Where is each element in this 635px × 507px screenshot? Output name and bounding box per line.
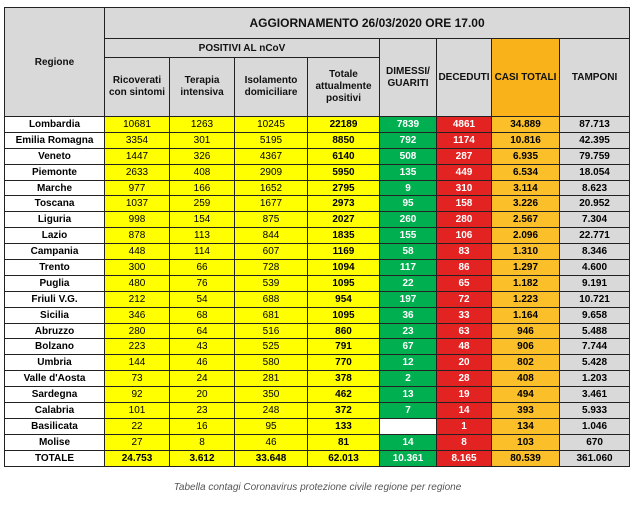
table-row: [5, 180, 630, 196]
cell-ricoverati: 144: [105, 355, 170, 371]
cell-casi-totali: 802: [492, 355, 560, 371]
cell-totale-positivi: 462: [308, 387, 380, 403]
cell-isolamento: 688: [235, 291, 308, 307]
cell-isolamento: 1652: [235, 180, 308, 196]
cell-regione: Sardegna: [5, 387, 105, 403]
cell-totale-positivi: 372: [308, 403, 380, 419]
cell-regione: Trento: [5, 260, 105, 276]
table-row: [5, 387, 630, 403]
header-deceduti: DECEDUTI: [437, 39, 492, 117]
cell-dimessi: [380, 418, 437, 434]
table-row: [5, 132, 630, 148]
cell-tamponi: 9.658: [560, 307, 630, 323]
table-row: [5, 323, 630, 339]
table-caption: Tabella contagi Coronavirus protezione civile regione per regione: [173, 482, 462, 493]
cell-terapia: 1263: [170, 117, 235, 133]
cell-regione: Piemonte: [5, 164, 105, 180]
cell-tamponi: 670: [560, 434, 630, 450]
header-tamponi: TAMPONI: [560, 39, 630, 117]
cell-ricoverati: 878: [105, 228, 170, 244]
cell-ricoverati: 977: [105, 180, 170, 196]
cell-ricoverati: 280: [105, 323, 170, 339]
cell-regione: Liguria: [5, 212, 105, 228]
cell-regione: Marche: [5, 180, 105, 196]
cell-ricoverati: 10681: [105, 117, 170, 133]
table-row: [5, 164, 630, 180]
cell-totale-positivi: 2973: [308, 196, 380, 212]
cell-totale-positivi: 133: [308, 418, 380, 434]
cell-tamponi: 5.488: [560, 323, 630, 339]
cell-totale-positivi: 81: [308, 434, 380, 450]
cell-isolamento: 844: [235, 228, 308, 244]
cell-regione: Calabria: [5, 403, 105, 419]
header-casi-totali: CASI TOTALI: [492, 39, 560, 117]
cell-tamponi: 42.395: [560, 132, 630, 148]
cell-regione: Valle d'Aosta: [5, 371, 105, 387]
cell-ricoverati: 212: [105, 291, 170, 307]
cell-terapia: 66: [170, 260, 235, 276]
cell-ricoverati: 300: [105, 260, 170, 276]
cell-regione: Bolzano: [5, 339, 105, 355]
cell-dimessi: 10.361: [380, 450, 437, 466]
cell-casi-totali: 1.310: [492, 244, 560, 260]
cell-tamponi: 5.933: [560, 403, 630, 419]
cell-terapia: 64: [170, 323, 235, 339]
cell-isolamento: 681: [235, 307, 308, 323]
cell-tamponi: 4.600: [560, 260, 630, 276]
table-body: [5, 117, 630, 467]
cell-regione: Molise: [5, 434, 105, 450]
table-row: [5, 275, 630, 291]
cell-terapia: 20: [170, 387, 235, 403]
cell-isolamento: 33.648: [235, 450, 308, 466]
cell-ricoverati: 1037: [105, 196, 170, 212]
cell-totale-positivi: 2027: [308, 212, 380, 228]
table-row: [5, 434, 630, 450]
cell-isolamento: 1677: [235, 196, 308, 212]
cell-totale-positivi: 6140: [308, 148, 380, 164]
cell-dimessi: 260: [380, 212, 437, 228]
table-title: AGGIORNAMENTO 26/03/2020 ORE 17.00: [105, 8, 630, 39]
cell-isolamento: 5195: [235, 132, 308, 148]
cell-deceduti: 72: [437, 291, 492, 307]
regional-cases-table: [4, 7, 630, 467]
cell-deceduti: 287: [437, 148, 492, 164]
cell-terapia: 114: [170, 244, 235, 260]
table-row: [5, 291, 630, 307]
cell-tamponi: 9.191: [560, 275, 630, 291]
cell-isolamento: 281: [235, 371, 308, 387]
table-row: [5, 212, 630, 228]
cell-tamponi: 18.054: [560, 164, 630, 180]
cell-tamponi: 79.759: [560, 148, 630, 164]
cell-ricoverati: 22: [105, 418, 170, 434]
cell-deceduti: 48: [437, 339, 492, 355]
cell-tamponi: 5.428: [560, 355, 630, 371]
cell-totale-positivi: 1095: [308, 275, 380, 291]
total-row: [5, 450, 630, 466]
cell-dimessi: 135: [380, 164, 437, 180]
header-regione: Regione: [5, 8, 105, 117]
cell-tamponi: 1.046: [560, 418, 630, 434]
cell-isolamento: 875: [235, 212, 308, 228]
cell-ricoverati: 1447: [105, 148, 170, 164]
cell-casi-totali: 494: [492, 387, 560, 403]
cell-isolamento: 516: [235, 323, 308, 339]
table-row: [5, 355, 630, 371]
cell-regione: Veneto: [5, 148, 105, 164]
cell-regione: Lombardia: [5, 117, 105, 133]
header-totale-positivi: Totale attualmente positivi: [308, 58, 380, 117]
cell-isolamento: 539: [235, 275, 308, 291]
cell-casi-totali: 6.935: [492, 148, 560, 164]
cell-isolamento: 350: [235, 387, 308, 403]
cell-dimessi: 117: [380, 260, 437, 276]
cell-casi-totali: 3.114: [492, 180, 560, 196]
cell-dimessi: 7839: [380, 117, 437, 133]
cell-totale-positivi: 1095: [308, 307, 380, 323]
cell-dimessi: 95: [380, 196, 437, 212]
cell-totale-positivi: 860: [308, 323, 380, 339]
cell-dimessi: 508: [380, 148, 437, 164]
cell-deceduti: 449: [437, 164, 492, 180]
cell-casi-totali: 1.297: [492, 260, 560, 276]
cell-ricoverati: 480: [105, 275, 170, 291]
cell-regione: Lazio: [5, 228, 105, 244]
cell-casi-totali: 1.182: [492, 275, 560, 291]
cell-isolamento: 10245: [235, 117, 308, 133]
cell-tamponi: 8.346: [560, 244, 630, 260]
cell-isolamento: 248: [235, 403, 308, 419]
cell-casi-totali: 134: [492, 418, 560, 434]
cell-totale-positivi: 62.013: [308, 450, 380, 466]
cell-regione: Toscana: [5, 196, 105, 212]
cell-dimessi: 23: [380, 323, 437, 339]
cell-terapia: 8: [170, 434, 235, 450]
cell-dimessi: 13: [380, 387, 437, 403]
cell-totale-positivi: 1094: [308, 260, 380, 276]
cell-totale-positivi: 791: [308, 339, 380, 355]
cell-isolamento: 95: [235, 418, 308, 434]
cell-casi-totali: 6.534: [492, 164, 560, 180]
cell-tamponi: 7.304: [560, 212, 630, 228]
table-row: [5, 339, 630, 355]
cell-isolamento: 46: [235, 434, 308, 450]
cell-deceduti: 1174: [437, 132, 492, 148]
cell-ricoverati: 2633: [105, 164, 170, 180]
cell-terapia: 23: [170, 403, 235, 419]
cell-isolamento: 728: [235, 260, 308, 276]
cell-casi-totali: 10.816: [492, 132, 560, 148]
cell-casi-totali: 393: [492, 403, 560, 419]
table-row: [5, 403, 630, 419]
cell-casi-totali: 906: [492, 339, 560, 355]
cell-deceduti: 310: [437, 180, 492, 196]
cell-deceduti: 106: [437, 228, 492, 244]
cell-casi-totali: 3.226: [492, 196, 560, 212]
cell-casi-totali: 34.889: [492, 117, 560, 133]
cell-ricoverati: 223: [105, 339, 170, 355]
cell-terapia: 154: [170, 212, 235, 228]
cell-dimessi: 7: [380, 403, 437, 419]
cell-isolamento: 2909: [235, 164, 308, 180]
cell-isolamento: 580: [235, 355, 308, 371]
cell-terapia: 54: [170, 291, 235, 307]
cell-totale-positivi: 954: [308, 291, 380, 307]
cell-totale-positivi: 8850: [308, 132, 380, 148]
table-row: [5, 307, 630, 323]
cell-ricoverati: 998: [105, 212, 170, 228]
cell-ricoverati: 92: [105, 387, 170, 403]
table-row: [5, 196, 630, 212]
cell-dimessi: 14: [380, 434, 437, 450]
cell-deceduti: 63: [437, 323, 492, 339]
cell-terapia: 113: [170, 228, 235, 244]
cell-dimessi: 155: [380, 228, 437, 244]
table-row: [5, 260, 630, 276]
cell-isolamento: 4367: [235, 148, 308, 164]
cell-casi-totali: 946: [492, 323, 560, 339]
cell-isolamento: 607: [235, 244, 308, 260]
cell-terapia: 3.612: [170, 450, 235, 466]
cell-casi-totali: 80.539: [492, 450, 560, 466]
cell-dimessi: 36: [380, 307, 437, 323]
cell-tamponi: 8.623: [560, 180, 630, 196]
table-row: [5, 148, 630, 164]
cell-deceduti: 8.165: [437, 450, 492, 466]
cell-deceduti: 83: [437, 244, 492, 260]
cell-tamponi: 3.461: [560, 387, 630, 403]
cell-casi-totali: 1.164: [492, 307, 560, 323]
cell-tamponi: 20.952: [560, 196, 630, 212]
cell-terapia: 46: [170, 355, 235, 371]
cell-casi-totali: 2.567: [492, 212, 560, 228]
cell-regione: Campania: [5, 244, 105, 260]
cell-tamponi: 87.713: [560, 117, 630, 133]
header-ricoverati: Ricoverati con sintomi: [105, 58, 170, 117]
cell-regione: Sicilia: [5, 307, 105, 323]
table-row: [5, 371, 630, 387]
cell-terapia: 76: [170, 275, 235, 291]
cell-totale-positivi: 2795: [308, 180, 380, 196]
cell-terapia: 24: [170, 371, 235, 387]
cell-regione: Basilicata: [5, 418, 105, 434]
cell-deceduti: 20: [437, 355, 492, 371]
cell-dimessi: 792: [380, 132, 437, 148]
cell-deceduti: 19: [437, 387, 492, 403]
cell-terapia: 326: [170, 148, 235, 164]
header-dimessi: DIMESSI/ GUARITI: [380, 39, 437, 117]
header-positivi: POSITIVI AL nCoV: [105, 39, 380, 58]
cell-deceduti: 86: [437, 260, 492, 276]
cell-ricoverati: 448: [105, 244, 170, 260]
cell-regione: TOTALE: [5, 450, 105, 466]
cell-deceduti: 1: [437, 418, 492, 434]
header-isolamento: Isolamento domiciliare: [235, 58, 308, 117]
cell-regione: Emilia Romagna: [5, 132, 105, 148]
cell-dimessi: 58: [380, 244, 437, 260]
table-row: [5, 117, 630, 133]
cell-dimessi: 197: [380, 291, 437, 307]
cell-deceduti: 28: [437, 371, 492, 387]
header-terapia: Terapia intensiva: [170, 58, 235, 117]
cell-terapia: 408: [170, 164, 235, 180]
cell-deceduti: 4861: [437, 117, 492, 133]
cell-regione: Umbria: [5, 355, 105, 371]
cell-tamponi: 7.744: [560, 339, 630, 355]
cell-ricoverati: 346: [105, 307, 170, 323]
cell-deceduti: 33: [437, 307, 492, 323]
cell-totale-positivi: 22189: [308, 117, 380, 133]
cell-deceduti: 8: [437, 434, 492, 450]
cell-terapia: 16: [170, 418, 235, 434]
cell-dimessi: 9: [380, 180, 437, 196]
table-row: [5, 244, 630, 260]
cell-deceduti: 280: [437, 212, 492, 228]
cell-isolamento: 525: [235, 339, 308, 355]
cell-tamponi: 1.203: [560, 371, 630, 387]
cell-totale-positivi: 770: [308, 355, 380, 371]
cell-tamponi: 10.721: [560, 291, 630, 307]
cell-tamponi: 22.771: [560, 228, 630, 244]
cell-ricoverati: 101: [105, 403, 170, 419]
cell-terapia: 68: [170, 307, 235, 323]
cell-dimessi: 67: [380, 339, 437, 355]
cell-ricoverati: 24.753: [105, 450, 170, 466]
table-row: [5, 418, 630, 434]
cell-dimessi: 22: [380, 275, 437, 291]
cell-totale-positivi: 5950: [308, 164, 380, 180]
cell-casi-totali: 1.223: [492, 291, 560, 307]
cell-dimessi: 2: [380, 371, 437, 387]
cell-terapia: 259: [170, 196, 235, 212]
cell-casi-totali: 408: [492, 371, 560, 387]
cell-tamponi: 361.060: [560, 450, 630, 466]
cell-deceduti: 65: [437, 275, 492, 291]
table-row: [5, 228, 630, 244]
cell-deceduti: 158: [437, 196, 492, 212]
cell-totale-positivi: 1169: [308, 244, 380, 260]
cell-regione: Abruzzo: [5, 323, 105, 339]
cell-terapia: 301: [170, 132, 235, 148]
cell-dimessi: 12: [380, 355, 437, 371]
cell-terapia: 43: [170, 339, 235, 355]
cell-ricoverati: 73: [105, 371, 170, 387]
cell-casi-totali: 103: [492, 434, 560, 450]
cell-ricoverati: 27: [105, 434, 170, 450]
cell-ricoverati: 3354: [105, 132, 170, 148]
cell-totale-positivi: 1835: [308, 228, 380, 244]
cell-regione: Friuli V.G.: [5, 291, 105, 307]
cell-deceduti: 14: [437, 403, 492, 419]
cell-regione: Puglia: [5, 275, 105, 291]
cell-terapia: 166: [170, 180, 235, 196]
cell-totale-positivi: 378: [308, 371, 380, 387]
cell-casi-totali: 2.096: [492, 228, 560, 244]
